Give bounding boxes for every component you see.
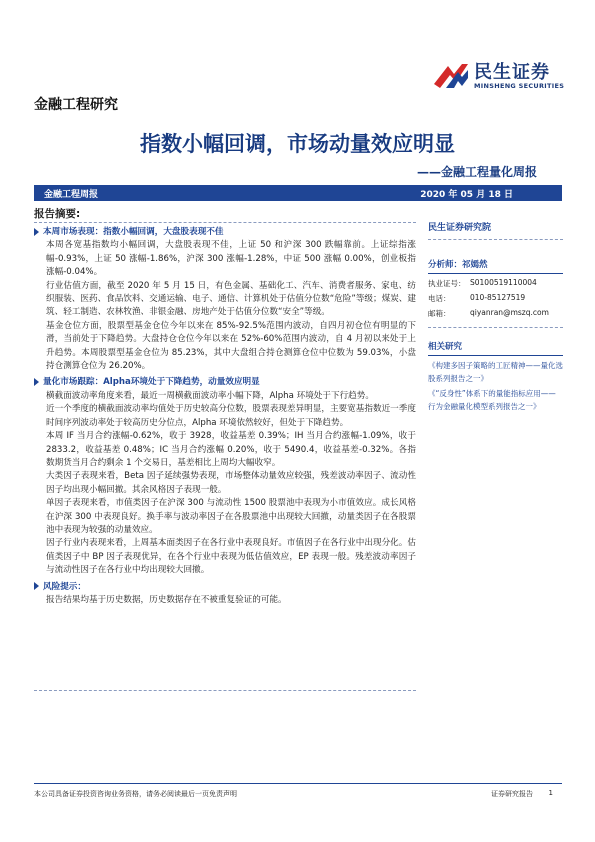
- paragraph: 本周 IF 当月合约涨幅-0.62%，收于 3928，收益基差 0.39%；IH 当月合约涨幅-1.09%，收于 2833.2，收益基差 0.48%；IC 当月合约涨幅 0.20%，收于 5490.4，收益基差-0.32%。各指数期货当月合约剩余 1 个交易日，基差相比上周均大幅收窄。: [46, 431, 416, 468]
- analyst-field: 执业证号： S0100519110004: [428, 278, 537, 288]
- analyst-field: 电话： 010-85127519: [428, 293, 526, 303]
- paragraph: 本周各宽基指数均小幅回调，大盘股表现不佳，上证 50 和沪深 300 跌幅靠前。上证综指涨幅-0.93%，上证 50 涨幅-1.86%，沪深 300 涨幅-1.28%，中证 500 涨幅 0.00%，创业板指涨幅-0.04%。: [46, 240, 416, 278]
- footer-divider: [34, 783, 562, 784]
- related-report-link[interactable]: 《“反身性”体系下的量能指标应用——行为金融量化模型系列报告之一》: [428, 389, 556, 411]
- brand-name-en: MINSHENG SECURITIES: [474, 82, 565, 90]
- summary-divider: [34, 222, 416, 223]
- sidebar: [428, 220, 563, 413]
- section-heading: 量化市场跟踪：Alpha环境处于下降趋势，动量效应明显: [34, 376, 416, 389]
- bullet-arrow-icon: [34, 378, 39, 386]
- page-title: 指数小幅回调，市场动量效应明显: [140, 132, 455, 156]
- related-heading: 相关研究: [428, 342, 463, 352]
- sidebar-divider: [428, 355, 563, 356]
- footer-label: 证券研究报告: [491, 790, 533, 798]
- bullet-arrow-icon: [34, 228, 39, 236]
- summary-label: 报告摘要:: [34, 208, 81, 220]
- related-report-link[interactable]: 《构建多因子策略的工匠精神——量化选股系列报告之一》: [428, 361, 563, 383]
- paragraph: 近一个季度的横截面波动率均值处于历史较高分位数，股票表现差异明显，主要宽基指数近一季度时间序列波动率处于较高历史分位点，Alpha 环境依然较好，但处于下降趋势。: [46, 404, 416, 428]
- section-heading: 本周市场表现：指数小幅回调，大盘股表现不佳: [34, 226, 416, 239]
- report-category: 金融工程研究: [34, 97, 118, 113]
- minsheng-logo-icon: [432, 60, 470, 90]
- brand-name-cn: 民生证券: [474, 62, 550, 83]
- footer-disclaimer: 本公司具备证券投资咨询业务资格，请务必阅读最后一页免责声明: [34, 790, 237, 798]
- email-link[interactable]: qiyanran@mszq.com: [470, 308, 549, 317]
- analyst-field: 邮箱： qiyanran@mszq.com: [428, 308, 549, 318]
- paragraph: 单因子表现来看，市值类因子在沪深 300 与流动性 1500 股票池中表现为小市值效应。成长风格在沪深 300 中表现良好。换手率与波动率因子在各股票池中出现较大回撤，动量类因子在各股票池中表现为较强的动量效应。: [46, 498, 416, 535]
- paragraph: 大类因子表现来看，Beta 因子延续强势表现，市场整体动量效应较强，残差波动率因子、流动性因子均出现小幅回撤。其余风格因子表现一般。: [46, 471, 416, 495]
- report-date: 2020 年 05 月 18 日: [420, 190, 513, 200]
- report-type: 金融工程周报: [44, 190, 99, 200]
- institute-name: 民生证券研究院: [428, 223, 492, 233]
- paragraph: 因子行业内表现来看，上周基本面类因子在各行业中表现良好。市值因子在各行业中出现分化。估值类因子中 BP 因子表现优异，在各个行业中表现为低估值效应，EP 表现一般。残差波动率因子与流动性因子在各行业中均出现较大回撤。: [46, 538, 416, 576]
- paragraph: 基金仓位方面，股票型基金仓位今年以来在 85%-92.5%范围内波动，自四月初仓位有明显的下滑，当前处于下降趋势。大盘持仓仓位今年以来在 52%-60%范围内波动，自 4 月初以来处于上升趋势。本周股票型基金仓位为 85.23%，其中大盘组合持仓测算仓位中位数为 59.03%，小盘持仓测算仓位为 26.20%。: [46, 320, 416, 372]
- page-subtitle: ——金融工程量化周报: [416, 165, 537, 179]
- section-heading: 风险提示：: [34, 581, 416, 594]
- paragraph: 行业估值方面，截至 2020 年 5 月 15 日，有色金属、基础化工、汽车、消费者服务、家电、纺织服装、医药、食品饮料、交通运输、电子、通信、计算机处于估值分位数“危险”等级；煤炭、建筑、轻工制造、农林牧渔、非银金融、房地产处于估值分位数“安全”等级。: [46, 280, 416, 318]
- page-number: 1: [548, 789, 553, 797]
- sidebar-divider: [428, 273, 563, 274]
- paragraph: 横截面波动率角度来看，最近一周横截面波动率小幅下降，Alpha 环境处于下行趋势。: [46, 390, 374, 401]
- summary-body: [34, 226, 416, 607]
- bullet-arrow-icon: [34, 582, 39, 590]
- paragraph: 报告结果均基于历史数据，历史数据存在不被重复验证的可能。: [46, 594, 287, 605]
- summary-end-divider: [34, 690, 416, 691]
- analyst-heading: 分析师：祁嫣然: [428, 260, 488, 270]
